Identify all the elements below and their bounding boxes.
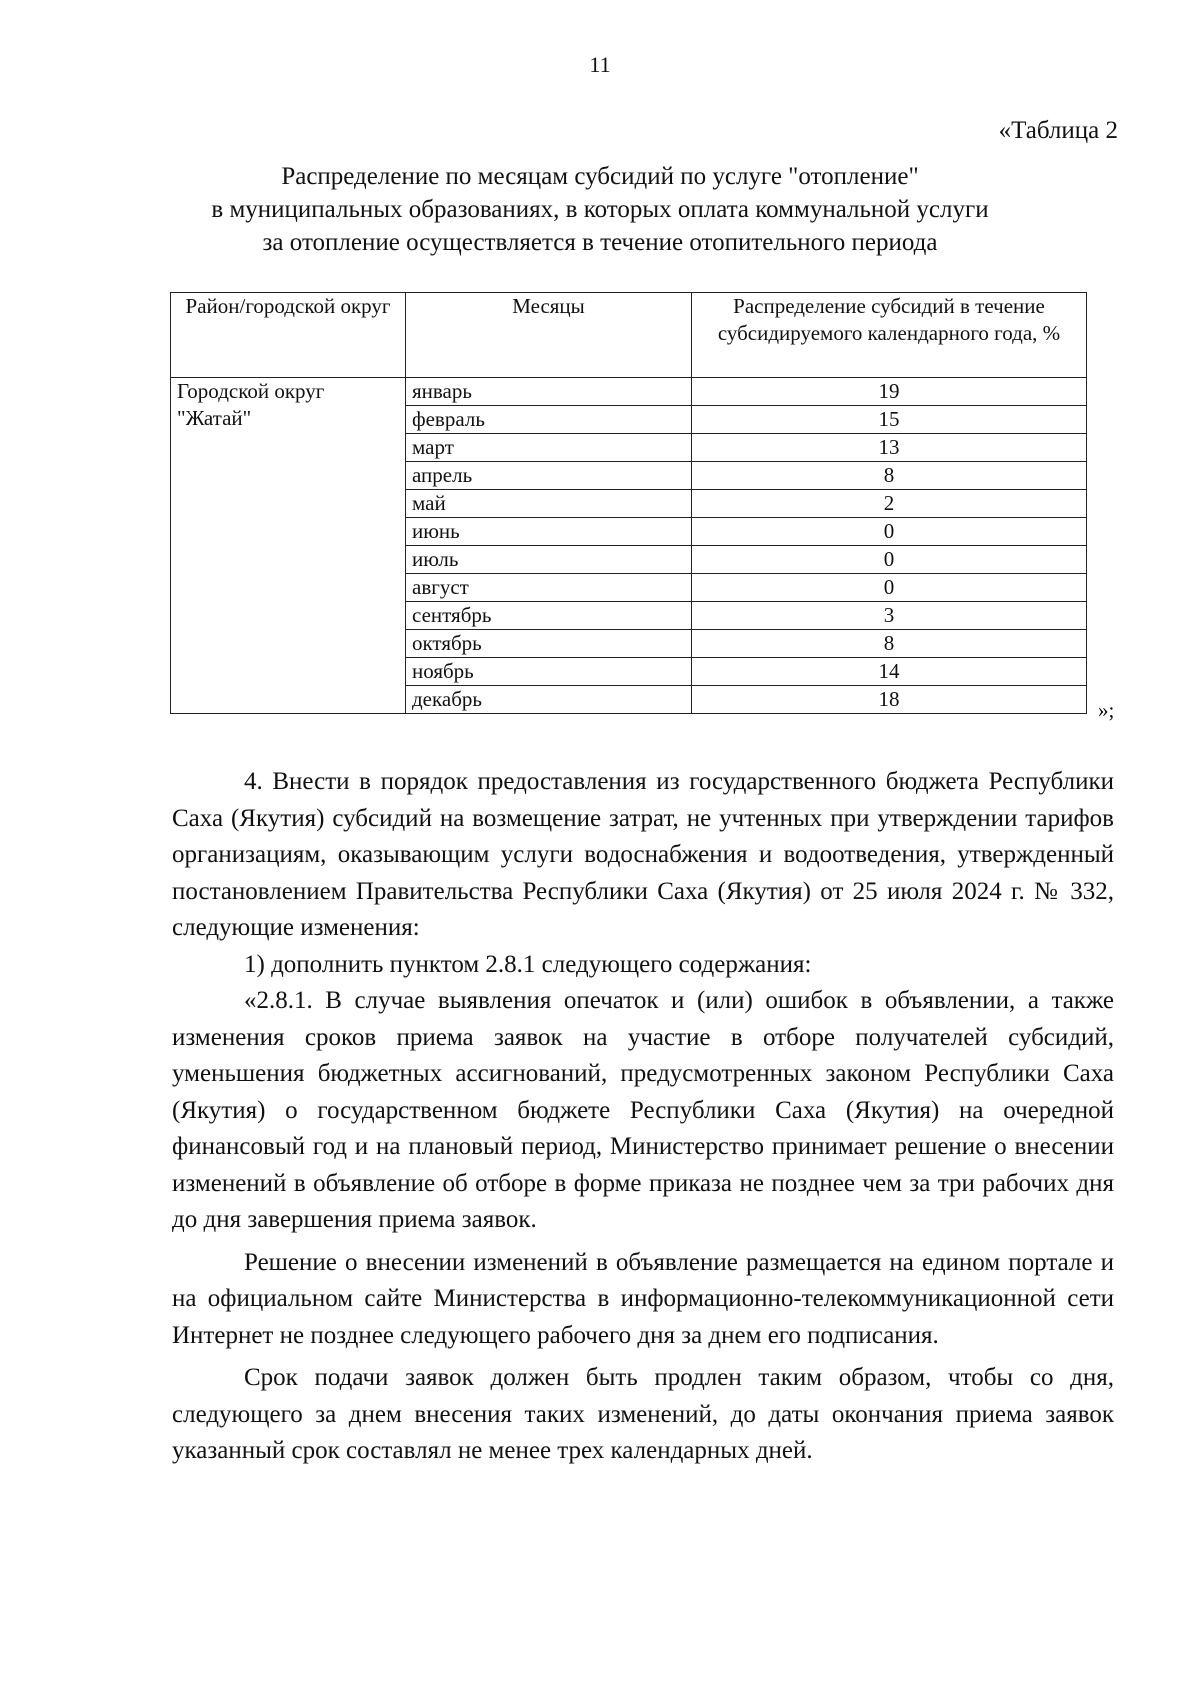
paragraph: 4. Внести в порядок предоставления из государственного бюджета Республики Саха (Якутия) субсидий на возмещение затрат, не учтенных при утверждении тарифов организациям, оказывающим услуги водоснабжения и водоотведения, утвержденный постановлением Правительства Республики Саха (Якутия) от 25 июля 2024 г. № 332, следующие изменения:: [172, 768, 1114, 941]
percent-cell: 2: [692, 490, 1087, 518]
table-title-line: Распределение по месяцам субсидий по услуге "отопление": [281, 163, 919, 190]
month-cell: октябрь: [406, 630, 692, 658]
percent-cell: 13: [692, 434, 1087, 462]
month-cell: июнь: [406, 518, 692, 546]
table-closing-quote: »;: [1098, 698, 1115, 722]
percent-cell: 19: [692, 378, 1087, 406]
month-cell: сентябрь: [406, 602, 692, 630]
table-header-row: [171, 293, 1087, 378]
percent-cell: 8: [692, 630, 1087, 658]
table-row: [171, 378, 1087, 406]
month-cell: апрель: [406, 462, 692, 490]
percent-cell: 15: [692, 406, 1087, 434]
month-cell: май: [406, 490, 692, 518]
month-cell: февраль: [406, 406, 692, 434]
header-district: Район/городской округ: [171, 293, 406, 378]
month-cell: январь: [406, 378, 692, 406]
percent-cell: 0: [692, 546, 1087, 574]
percent-cell: 8: [692, 462, 1087, 490]
percent-cell: 0: [692, 518, 1087, 546]
percent-cell: 14: [692, 658, 1087, 686]
table-body: [171, 378, 1087, 714]
month-cell: ноябрь: [406, 658, 692, 686]
month-cell: август: [406, 574, 692, 602]
paragraph: 1) дополнить пунктом 2.8.1 следующего содержания:: [244, 950, 812, 978]
body-text: [172, 764, 1114, 1470]
percent-cell: 3: [692, 602, 1087, 630]
percent-cell: 18: [692, 686, 1087, 714]
header-months: Месяцы: [406, 293, 692, 378]
table-title-line: за отопление осуществляется в течение отопительного периода: [262, 229, 938, 256]
table-title: [150, 160, 1050, 259]
paragraph: Решение о внесении изменений в объявление размещается на едином портале и на официальном сайте Министерства в информационно-телекоммуникационной сети Интернет не позднее следующего рабочего дня за днем его подписания.: [172, 1248, 1114, 1349]
month-cell: декабрь: [406, 686, 692, 714]
header-distribution: Распределение субсидий в течение субсидируемого календарного года, %: [692, 293, 1087, 378]
subsidy-distribution-table: [170, 292, 1087, 714]
page-number: 11: [589, 52, 611, 77]
table-label: «Таблица 2: [998, 117, 1118, 144]
month-cell: март: [406, 434, 692, 462]
paragraph: Срок подачи заявок должен быть продлен таким образом, чтобы со дня, следующего за днем внесения таких изменений, до даты окончания приема заявок указанный срок составлял не менее трех календарных дней.: [172, 1364, 1114, 1464]
percent-cell: 0: [692, 574, 1087, 602]
district-cell: Городской округ "Жатай": [171, 378, 406, 714]
paragraph: «2.8.1. В случае выявления опечаток и (или) ошибок в объявлении, а также изменения сроков приема заявок на участие в отборе получателей субсидий, уменьшения бюджетных ассигнований, предусмотренных законом Республики Саха (Якутия) о государственном бюджете Республики Саха (Якутия) на очередной финансовый год и на плановый период, Министерство принимает решение о внесении изменений в объявление об отборе в форме приказа не позднее чем за три рабочих дня до дня завершения приема заявок.: [172, 987, 1114, 1233]
table-title-line: в муниципальных образованиях, в которых оплата коммунальной услуги: [211, 196, 989, 223]
month-cell: июль: [406, 546, 692, 574]
